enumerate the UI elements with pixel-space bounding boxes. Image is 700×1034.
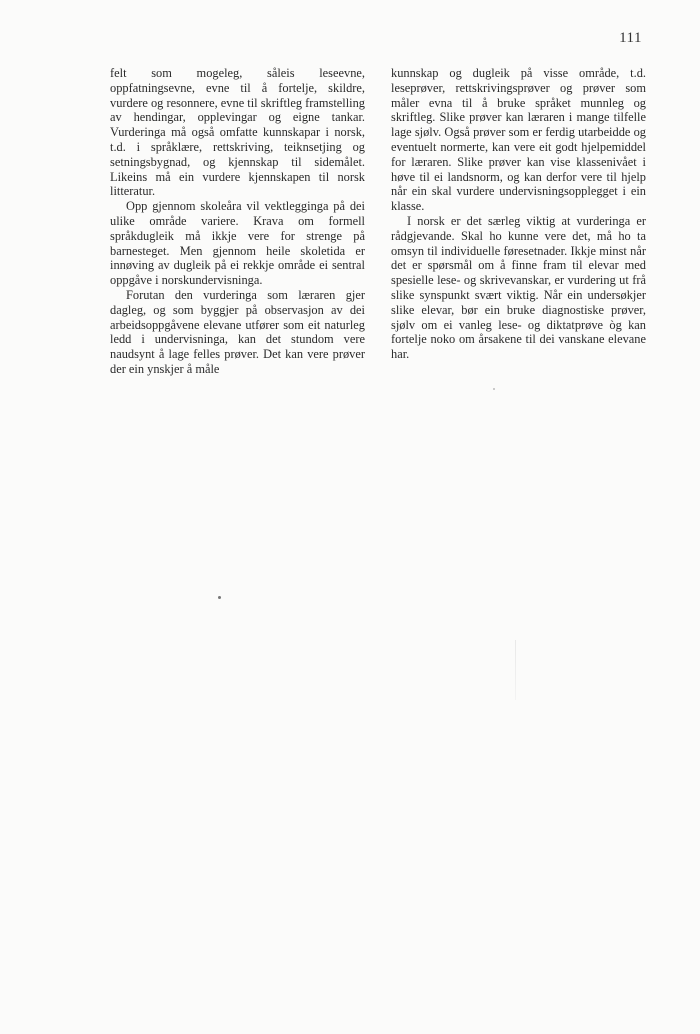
paragraph: kunnskap og dugleik på visse område, t.d. leseprøver, rettskrivingsprøver og prøver som måler evna til å bruke språket munnleg og skriftleg. Slike prøver kan læraren i mange tilfelle lage sjølv. Også prøver som er ferdig utarbeidde og eventuelt normerte, kan vere eit godt hjelpemiddel for læraren. Slike prøver kan vise klassenivået i høve til ei landsnorm, og kan derfor vere til hjelp når ein skal vurdere undervisningsopplegget i ein klasse.	[391, 66, 646, 214]
paragraph: Opp gjennom skoleåra vil vektlegginga på dei ulike område variere. Krava om formell språkdugleik må ikkje vere for strenge på barnesteget. Men gjennom heile skoletida er innøving av dugleik på ei rekkje område ei sentral oppgåve i norskundervisninga.	[110, 199, 365, 288]
right-text-column	[391, 66, 646, 362]
page-number: 111	[619, 30, 642, 46]
paragraph: felt som mogeleg, såleis leseevne, oppfatningsevne, evne til å fortelje, skildre, vurdere og resonnere, evne til skriftleg framstelling av hendingar, opplevingar og eigne tankar. Vurderinga må også omfatte kunnskapar i norsk, t.d. i språklære, rettskriving, teiknsetjing og setningsbygnad, og kjennskap til sidemålet. Likeins må ein vurdere kjennskapen til norsk litteratur.	[110, 66, 365, 199]
left-text-column	[110, 66, 365, 377]
print-speck	[493, 388, 495, 390]
paragraph: I norsk er det særleg viktig at vurderinga er rådgjevande. Skal ho kunne vere det, må ho ta omsyn til individuelle føresetnader. Ikkje minst når det er spørsmål om å finne fram til elevar med spesielle lese- og skrivevanskar, er vurdering ut frå slike synspunkt svært viktig. Når ein undersøkjer slike elevar, bør ein bruke diagnostiske prøver, sjølv om ei vanleg lese- og diktatprøve òg kan fortelje noko om årsakene til dei vanskane elevane har.	[391, 213, 646, 362]
paragraph: Forutan den vurderinga som læraren gjer dagleg, og som byggjer på observasjon av dei arbeidsoppgåvene elevane utfører som eit naturleg ledd i undervisninga, kan det stundom vere naudsynt å lage felles prøver. Det kan vere prøver der ein ynskjer å måle	[110, 287, 365, 376]
print-speck	[218, 596, 221, 599]
paper-fold-line	[515, 640, 516, 700]
